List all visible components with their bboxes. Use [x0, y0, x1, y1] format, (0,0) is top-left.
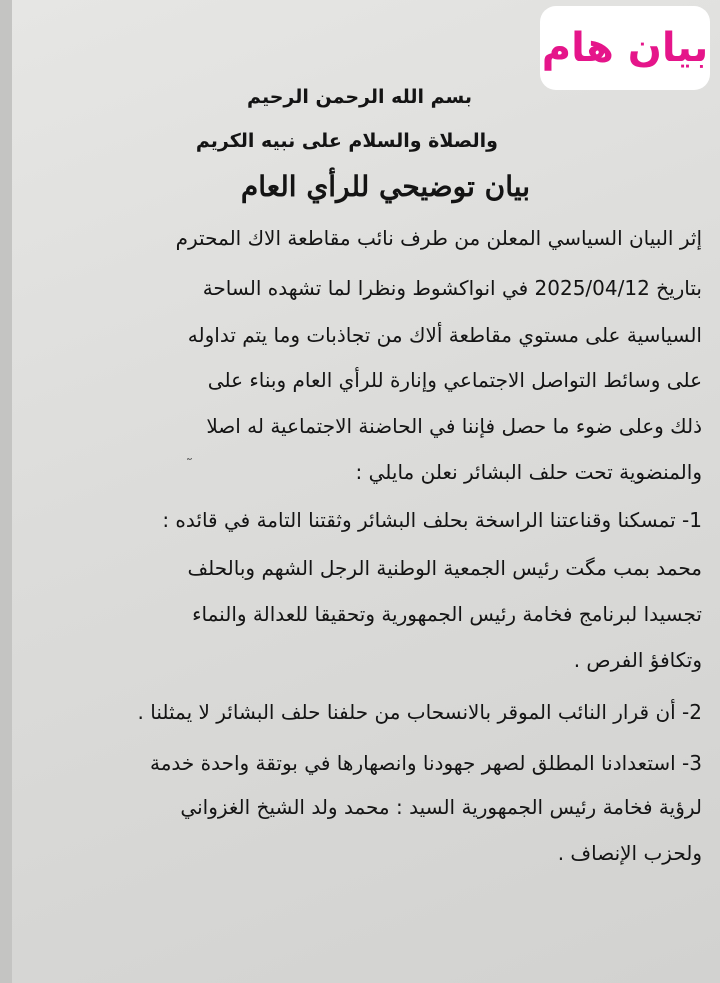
- point-1-line: تجسيدا لبرنامج فخامة رئيس الجمهورية وتحقيقا للعدالة والنماء: [192, 602, 702, 626]
- statement-title: بيان توضيحي للرأي العام: [240, 170, 530, 203]
- point-1-line: محمد بمب مگت رئيس الجمعية الوطنية الرجل الشهم وبالحلف: [187, 556, 702, 580]
- paragraph-line: السياسية على مستوي مقاطعة ألاك من تجاذبات وما يتم تداوله: [187, 323, 702, 347]
- point-2-line: 2- أن قرار النائب الموقر بالانسحاب من حلفنا حلف البشائر لا يمثلنا .: [137, 700, 702, 724]
- paragraph-line: إثر البيان السياسي المعلن من طرف نائب مقاطعة الاك المحترم: [175, 226, 702, 250]
- page-edge: [0, 0, 12, 983]
- basmala-heading: بسم الله الرحمن الرحيم: [247, 86, 472, 108]
- paragraph-line: بتاريخ 2025/04/12 في انواكشوط ونظرا لما تشهده الساحة: [202, 276, 702, 300]
- point-3-line: ولحزب الإنصاف .: [557, 841, 702, 865]
- important-statement-badge: بيان هام: [540, 6, 710, 90]
- paragraph-line: ذلك وعلى ضوء ما حصل فإننا في الحاضنة الاجتماعية له اصلا: [206, 414, 702, 438]
- point-3-line: لرؤية فخامة رئيس الجمهورية السيد : محمد ولد الشيخ الغزواني: [180, 795, 702, 819]
- paragraph-line: على وسائط التواصل الاجتماعي وإنارة للرأي العام وبناء على: [207, 368, 702, 392]
- point-3-line: 3- استعدادنا المطلق لصهر جهودنا وانصهارها في بوتقة واحدة خدمة: [149, 751, 702, 775]
- point-1-line: وتكافؤ الفرص .: [573, 648, 702, 672]
- point-1-line: 1- تمسكنا وقناعتنا الراسخة بحلف البشائر وثقتنا التامة في قائده :: [162, 508, 702, 532]
- salat-heading: والصلاة والسلام على نبيه الكريم: [195, 130, 498, 152]
- paragraph-line: والمنضوية تحت حلف البشائر نعلن مايلي :: [355, 460, 702, 484]
